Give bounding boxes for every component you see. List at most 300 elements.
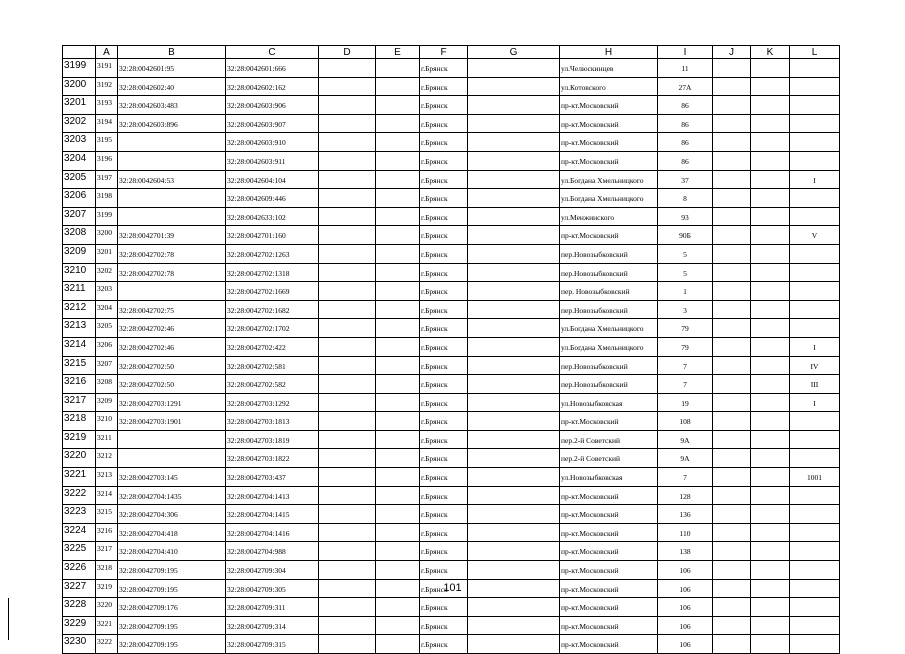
cell-empty-j[interactable] (713, 561, 751, 580)
cell-empty-j[interactable] (713, 598, 751, 617)
cell-empty-d[interactable] (319, 561, 376, 580)
cell-house-number[interactable]: 106 (658, 579, 713, 598)
column-header-c[interactable]: C (226, 46, 319, 59)
cell-empty-g[interactable] (468, 151, 560, 170)
cell-empty-e[interactable] (376, 430, 420, 449)
cell-room-number[interactable] (790, 282, 840, 301)
cell-house-number[interactable]: 110 (658, 523, 713, 542)
cell-empty-j[interactable] (713, 244, 751, 263)
cell-empty-j[interactable] (713, 523, 751, 542)
cell-empty-k[interactable] (751, 486, 790, 505)
cell-room-number[interactable] (790, 77, 840, 96)
cell-empty-j[interactable] (713, 356, 751, 375)
cell-item-number[interactable]: 3203 (96, 282, 118, 301)
cell-room-number[interactable] (790, 189, 840, 208)
cell-empty-g[interactable] (468, 96, 560, 115)
column-header-h[interactable]: H (560, 46, 658, 59)
cell-room-number[interactable] (790, 486, 840, 505)
cell-item-number[interactable]: 3192 (96, 77, 118, 96)
cell-empty-e[interactable] (376, 151, 420, 170)
cell-cadastral-number[interactable]: 32:28:0042601:95 (118, 59, 226, 78)
cell-empty-g[interactable] (468, 114, 560, 133)
cell-empty-j[interactable] (713, 133, 751, 152)
cell-city[interactable]: г.Брянск (420, 561, 468, 580)
cell-cadastral-number[interactable] (118, 207, 226, 226)
cell-street[interactable]: пр-кт.Московский (560, 598, 658, 617)
cell-cadastral-number[interactable]: 32:28:0042602:40 (118, 77, 226, 96)
cell-empty-j[interactable] (713, 635, 751, 654)
row-header[interactable] (63, 523, 96, 542)
cell-empty-j[interactable] (713, 505, 751, 524)
cell-street[interactable]: пр-кт.Московский (560, 151, 658, 170)
cell-empty-k[interactable] (751, 133, 790, 152)
cell-city[interactable]: г.Брянск (420, 468, 468, 487)
cell-city[interactable]: г.Брянск (420, 579, 468, 598)
cell-city[interactable]: г.Брянск (420, 114, 468, 133)
cell-city[interactable]: г.Брянск (420, 430, 468, 449)
cell-street[interactable]: ул.Новозыбковская (560, 393, 658, 412)
row-header[interactable] (63, 337, 96, 356)
cell-cadastral-number-building[interactable]: 32:28:0042702:1318 (226, 263, 319, 282)
cell-empty-k[interactable] (751, 96, 790, 115)
column-header-g[interactable]: G (468, 46, 560, 59)
cell-empty-j[interactable] (713, 114, 751, 133)
cell-cadastral-number-building[interactable]: 32:28:0042704:1413 (226, 486, 319, 505)
cell-empty-d[interactable] (319, 486, 376, 505)
cell-item-number[interactable]: 3219 (96, 579, 118, 598)
cell-street[interactable]: ул.Менжинского (560, 207, 658, 226)
cell-empty-g[interactable] (468, 523, 560, 542)
row-header[interactable] (63, 486, 96, 505)
cell-room-number[interactable] (790, 505, 840, 524)
cell-street[interactable]: пр-кт.Московский (560, 635, 658, 654)
cell-city[interactable]: г.Брянск (420, 505, 468, 524)
cell-empty-g[interactable] (468, 300, 560, 319)
cell-empty-g[interactable] (468, 486, 560, 505)
cell-empty-e[interactable] (376, 375, 420, 394)
cell-empty-g[interactable] (468, 468, 560, 487)
cell-item-number[interactable]: 3194 (96, 114, 118, 133)
cell-cadastral-number-building[interactable]: 32:28:0042604:104 (226, 170, 319, 189)
cell-cadastral-number[interactable]: 32:28:0042702:78 (118, 244, 226, 263)
cell-house-number[interactable]: 5 (658, 244, 713, 263)
cell-item-number[interactable]: 3213 (96, 468, 118, 487)
cell-empty-k[interactable] (751, 393, 790, 412)
cell-empty-e[interactable] (376, 319, 420, 338)
cell-city[interactable]: г.Брянск (420, 96, 468, 115)
row-header[interactable] (63, 151, 96, 170)
cell-street[interactable]: пр-кт.Московский (560, 542, 658, 561)
cell-empty-j[interactable] (713, 189, 751, 208)
select-all-corner[interactable] (63, 46, 96, 59)
cell-item-number[interactable]: 3210 (96, 412, 118, 431)
cell-empty-k[interactable] (751, 319, 790, 338)
cell-cadastral-number-building[interactable]: 32:28:0042703:1813 (226, 412, 319, 431)
cell-empty-d[interactable] (319, 300, 376, 319)
cell-item-number[interactable]: 3196 (96, 151, 118, 170)
cell-house-number[interactable]: 7 (658, 468, 713, 487)
cell-item-number[interactable]: 3193 (96, 96, 118, 115)
cell-empty-j[interactable] (713, 207, 751, 226)
cell-cadastral-number-building[interactable]: 32:28:0042601:666 (226, 59, 319, 78)
cell-empty-g[interactable] (468, 282, 560, 301)
cell-city[interactable]: г.Брянск (420, 523, 468, 542)
row-header[interactable] (63, 598, 96, 617)
cell-room-number[interactable] (790, 319, 840, 338)
cell-city[interactable]: г.Брянск (420, 263, 468, 282)
cell-city[interactable]: г.Брянск (420, 207, 468, 226)
cell-empty-d[interactable] (319, 96, 376, 115)
cell-empty-j[interactable] (713, 486, 751, 505)
cell-cadastral-number-building[interactable]: 32:28:0042704:988 (226, 542, 319, 561)
row-header[interactable] (63, 77, 96, 96)
cell-empty-g[interactable] (468, 505, 560, 524)
cell-room-number[interactable] (790, 244, 840, 263)
cell-empty-d[interactable] (319, 77, 376, 96)
cell-street[interactable]: ул.Новозыбковская (560, 468, 658, 487)
cell-cadastral-number-building[interactable]: 32:28:0042709:304 (226, 561, 319, 580)
cell-city[interactable]: г.Брянск (420, 226, 468, 245)
cell-empty-e[interactable] (376, 635, 420, 654)
cell-empty-d[interactable] (319, 598, 376, 617)
cell-city[interactable]: г.Брянск (420, 635, 468, 654)
cell-city[interactable]: г.Брянск (420, 189, 468, 208)
cell-empty-k[interactable] (751, 282, 790, 301)
cell-city[interactable]: г.Брянск (420, 300, 468, 319)
cell-cadastral-number-building[interactable]: 32:28:0042633:102 (226, 207, 319, 226)
row-header[interactable] (63, 635, 96, 654)
cell-room-number[interactable] (790, 207, 840, 226)
cell-street[interactable]: пр-кт.Московский (560, 486, 658, 505)
cell-house-number[interactable]: 37 (658, 170, 713, 189)
cell-empty-k[interactable] (751, 616, 790, 635)
cell-house-number[interactable]: 79 (658, 337, 713, 356)
cell-house-number[interactable]: 11 (658, 59, 713, 78)
cell-empty-d[interactable] (319, 393, 376, 412)
cell-room-number[interactable] (790, 449, 840, 468)
cell-cadastral-number[interactable] (118, 189, 226, 208)
row-header[interactable] (63, 430, 96, 449)
cell-city[interactable]: г.Брянск (420, 244, 468, 263)
cell-empty-e[interactable] (376, 114, 420, 133)
cell-empty-e[interactable] (376, 523, 420, 542)
cell-house-number[interactable]: 93 (658, 207, 713, 226)
cell-house-number[interactable]: 138 (658, 542, 713, 561)
cell-street[interactable]: ул.Богдана Хмельницкого (560, 319, 658, 338)
row-header[interactable] (63, 468, 96, 487)
cell-cadastral-number[interactable]: 32:28:0042704:410 (118, 542, 226, 561)
cell-empty-k[interactable] (751, 523, 790, 542)
cell-item-number[interactable]: 3217 (96, 542, 118, 561)
row-header[interactable] (63, 263, 96, 282)
cell-house-number[interactable]: 106 (658, 635, 713, 654)
cell-empty-g[interactable] (468, 561, 560, 580)
cell-house-number[interactable]: 86 (658, 96, 713, 115)
cell-item-number[interactable]: 3220 (96, 598, 118, 617)
cell-empty-k[interactable] (751, 505, 790, 524)
cell-cadastral-number[interactable]: 32:28:0042701:39 (118, 226, 226, 245)
cell-room-number[interactable] (790, 263, 840, 282)
cell-street[interactable]: пр-кт.Московский (560, 96, 658, 115)
cell-item-number[interactable]: 3215 (96, 505, 118, 524)
cell-room-number[interactable]: 1001 (790, 468, 840, 487)
cell-house-number[interactable]: 19 (658, 393, 713, 412)
cell-street[interactable]: пер.Новозыбковский (560, 300, 658, 319)
cell-empty-j[interactable] (713, 59, 751, 78)
cell-cadastral-number-building[interactable]: 32:28:0042603:911 (226, 151, 319, 170)
cell-house-number[interactable]: 27А (658, 77, 713, 96)
cell-street[interactable]: пр-кт.Московский (560, 561, 658, 580)
cell-item-number[interactable]: 3216 (96, 523, 118, 542)
cell-cadastral-number-building[interactable]: 32:28:0042603:907 (226, 114, 319, 133)
cell-empty-e[interactable] (376, 133, 420, 152)
cell-room-number[interactable] (790, 616, 840, 635)
row-header[interactable] (63, 114, 96, 133)
cell-empty-e[interactable] (376, 616, 420, 635)
cell-empty-d[interactable] (319, 523, 376, 542)
cell-empty-k[interactable] (751, 77, 790, 96)
cell-room-number[interactable] (790, 412, 840, 431)
cell-cadastral-number-building[interactable]: 32:28:0042709:305 (226, 579, 319, 598)
cell-empty-e[interactable] (376, 561, 420, 580)
row-header[interactable] (63, 226, 96, 245)
cell-empty-j[interactable] (713, 151, 751, 170)
cell-empty-d[interactable] (319, 244, 376, 263)
cell-empty-k[interactable] (751, 300, 790, 319)
row-header[interactable] (63, 189, 96, 208)
cell-house-number[interactable]: 5 (658, 263, 713, 282)
cell-item-number[interactable]: 3212 (96, 449, 118, 468)
cell-empty-j[interactable] (713, 226, 751, 245)
row-header[interactable] (63, 133, 96, 152)
cell-empty-g[interactable] (468, 244, 560, 263)
cell-empty-d[interactable] (319, 449, 376, 468)
cell-empty-g[interactable] (468, 430, 560, 449)
cell-empty-d[interactable] (319, 114, 376, 133)
cell-empty-g[interactable] (468, 598, 560, 617)
row-header[interactable] (63, 282, 96, 301)
cell-empty-k[interactable] (751, 449, 790, 468)
cell-room-number[interactable] (790, 430, 840, 449)
cell-empty-k[interactable] (751, 598, 790, 617)
cell-house-number[interactable]: 1 (658, 282, 713, 301)
row-header[interactable] (63, 96, 96, 115)
cell-empty-g[interactable] (468, 226, 560, 245)
cell-empty-g[interactable] (468, 207, 560, 226)
cell-empty-d[interactable] (319, 133, 376, 152)
cell-room-number[interactable] (790, 133, 840, 152)
cell-city[interactable]: г.Брянск (420, 412, 468, 431)
cell-empty-g[interactable] (468, 635, 560, 654)
cell-empty-k[interactable] (751, 542, 790, 561)
cell-empty-d[interactable] (319, 59, 376, 78)
row-header[interactable] (63, 375, 96, 394)
cell-empty-g[interactable] (468, 77, 560, 96)
row-header[interactable] (63, 59, 96, 78)
cell-empty-e[interactable] (376, 59, 420, 78)
cell-room-number[interactable] (790, 300, 840, 319)
cell-empty-g[interactable] (468, 170, 560, 189)
cell-empty-g[interactable] (468, 412, 560, 431)
row-header[interactable] (63, 170, 96, 189)
cell-empty-d[interactable] (319, 616, 376, 635)
cell-empty-g[interactable] (468, 263, 560, 282)
column-header-k[interactable]: K (751, 46, 790, 59)
cell-cadastral-number-building[interactable]: 32:28:0042603:910 (226, 133, 319, 152)
cell-street[interactable]: пер.2-й Советский (560, 430, 658, 449)
cell-room-number[interactable]: IV (790, 356, 840, 375)
cell-empty-e[interactable] (376, 300, 420, 319)
cell-empty-e[interactable] (376, 449, 420, 468)
cell-empty-e[interactable] (376, 598, 420, 617)
row-header[interactable] (63, 561, 96, 580)
cell-empty-d[interactable] (319, 542, 376, 561)
cell-cadastral-number[interactable]: 32:28:0042604:53 (118, 170, 226, 189)
column-header-f[interactable]: F (420, 46, 468, 59)
cell-cadastral-number-building[interactable]: 32:28:0042702:582 (226, 375, 319, 394)
cell-item-number[interactable]: 3191 (96, 59, 118, 78)
cell-room-number[interactable] (790, 542, 840, 561)
cell-item-number[interactable]: 3202 (96, 263, 118, 282)
cell-cadastral-number[interactable]: 32:28:0042704:306 (118, 505, 226, 524)
cell-room-number[interactable] (790, 635, 840, 654)
cell-cadastral-number-building[interactable]: 32:28:0042709:315 (226, 635, 319, 654)
cell-empty-e[interactable] (376, 226, 420, 245)
cell-empty-k[interactable] (751, 635, 790, 654)
cell-house-number[interactable]: 128 (658, 486, 713, 505)
cell-cadastral-number-building[interactable]: 32:28:0042703:1819 (226, 430, 319, 449)
cell-house-number[interactable]: 106 (658, 598, 713, 617)
cell-empty-k[interactable] (751, 412, 790, 431)
cell-street[interactable]: пр-кт.Московский (560, 226, 658, 245)
cell-house-number[interactable]: 7 (658, 375, 713, 394)
cell-empty-j[interactable] (713, 263, 751, 282)
cell-empty-j[interactable] (713, 616, 751, 635)
cell-empty-g[interactable] (468, 189, 560, 208)
cell-empty-j[interactable] (713, 412, 751, 431)
column-header-j[interactable]: J (713, 46, 751, 59)
cell-empty-e[interactable] (376, 468, 420, 487)
column-header-a[interactable]: A (96, 46, 118, 59)
cell-street[interactable]: пер. Новозыбковский (560, 282, 658, 301)
cell-street[interactable]: ул.Челюскинцев (560, 59, 658, 78)
cell-house-number[interactable]: 3 (658, 300, 713, 319)
cell-street[interactable]: пер.Новозыбковский (560, 356, 658, 375)
cell-room-number[interactable] (790, 151, 840, 170)
cell-empty-e[interactable] (376, 244, 420, 263)
cell-cadastral-number-building[interactable]: 32:28:0042704:1416 (226, 523, 319, 542)
cell-empty-d[interactable] (319, 635, 376, 654)
cell-empty-g[interactable] (468, 375, 560, 394)
cell-cadastral-number-building[interactable]: 32:28:0042602:162 (226, 77, 319, 96)
cell-room-number[interactable]: III (790, 375, 840, 394)
cell-cadastral-number[interactable]: 32:28:0042702:78 (118, 263, 226, 282)
cell-empty-d[interactable] (319, 356, 376, 375)
cell-empty-d[interactable] (319, 375, 376, 394)
cell-cadastral-number[interactable]: 32:28:0042709:195 (118, 579, 226, 598)
cell-empty-j[interactable] (713, 375, 751, 394)
cell-item-number[interactable]: 3201 (96, 244, 118, 263)
cell-house-number[interactable]: 106 (658, 561, 713, 580)
cell-empty-e[interactable] (376, 412, 420, 431)
cell-cadastral-number[interactable]: 32:28:0042603:896 (118, 114, 226, 133)
cell-street[interactable]: ул.Богдана Хмельницкого (560, 170, 658, 189)
cell-empty-g[interactable] (468, 542, 560, 561)
cell-cadastral-number-building[interactable]: 32:28:0042702:422 (226, 337, 319, 356)
cell-city[interactable]: г.Брянск (420, 337, 468, 356)
cell-empty-g[interactable] (468, 356, 560, 375)
cell-cadastral-number[interactable] (118, 430, 226, 449)
row-header[interactable] (63, 300, 96, 319)
cell-empty-j[interactable] (713, 300, 751, 319)
cell-cadastral-number-building[interactable]: 32:28:0042709:314 (226, 616, 319, 635)
column-header-l[interactable]: L (790, 46, 840, 59)
cell-item-number[interactable]: 3207 (96, 356, 118, 375)
cell-empty-d[interactable] (319, 207, 376, 226)
cell-empty-j[interactable] (713, 337, 751, 356)
cell-house-number[interactable]: 86 (658, 151, 713, 170)
cell-empty-j[interactable] (713, 393, 751, 412)
cell-cadastral-number-building[interactable]: 32:28:0042703:1292 (226, 393, 319, 412)
cell-cadastral-number[interactable]: 32:28:0042603:483 (118, 96, 226, 115)
cell-item-number[interactable]: 3199 (96, 207, 118, 226)
cell-empty-d[interactable] (319, 282, 376, 301)
cell-empty-k[interactable] (751, 226, 790, 245)
cell-cadastral-number[interactable]: 32:28:0042703:1901 (118, 412, 226, 431)
cell-street[interactable]: пр-кт.Московский (560, 114, 658, 133)
cell-street[interactable]: ул.Богдана Хмельницкого (560, 189, 658, 208)
cell-cadastral-number[interactable] (118, 449, 226, 468)
cell-item-number[interactable]: 3218 (96, 561, 118, 580)
cell-room-number[interactable]: I (790, 170, 840, 189)
cell-empty-d[interactable] (319, 412, 376, 431)
cell-empty-e[interactable] (376, 282, 420, 301)
cell-room-number[interactable] (790, 561, 840, 580)
cell-cadastral-number[interactable]: 32:28:0042709:195 (118, 616, 226, 635)
cell-empty-g[interactable] (468, 616, 560, 635)
cell-cadastral-number[interactable] (118, 282, 226, 301)
cell-empty-k[interactable] (751, 189, 790, 208)
cell-empty-k[interactable] (751, 59, 790, 78)
cell-city[interactable]: г.Брянск (420, 375, 468, 394)
cell-city[interactable]: г.Брянск (420, 133, 468, 152)
cell-city[interactable]: г.Брянск (420, 449, 468, 468)
cell-empty-k[interactable] (751, 170, 790, 189)
cell-empty-k[interactable] (751, 430, 790, 449)
cell-item-number[interactable]: 3200 (96, 226, 118, 245)
cell-cadastral-number[interactable]: 32:28:0042709:176 (118, 598, 226, 617)
cell-empty-e[interactable] (376, 189, 420, 208)
cell-room-number[interactable] (790, 114, 840, 133)
cell-cadastral-number[interactable] (118, 151, 226, 170)
cell-empty-j[interactable] (713, 170, 751, 189)
cell-city[interactable]: г.Брянск (420, 598, 468, 617)
cell-room-number[interactable] (790, 59, 840, 78)
cell-empty-d[interactable] (319, 319, 376, 338)
cell-item-number[interactable]: 3221 (96, 616, 118, 635)
cell-cadastral-number[interactable]: 32:28:0042709:195 (118, 561, 226, 580)
cell-item-number[interactable]: 3195 (96, 133, 118, 152)
cell-street[interactable]: пр-кт.Московский (560, 505, 658, 524)
cell-empty-j[interactable] (713, 319, 751, 338)
cell-room-number[interactable]: I (790, 337, 840, 356)
cell-empty-k[interactable] (751, 114, 790, 133)
cell-empty-j[interactable] (713, 96, 751, 115)
column-header-b[interactable]: B (118, 46, 226, 59)
cell-empty-j[interactable] (713, 77, 751, 96)
cell-empty-g[interactable] (468, 133, 560, 152)
cell-street[interactable]: пр-кт.Московский (560, 133, 658, 152)
